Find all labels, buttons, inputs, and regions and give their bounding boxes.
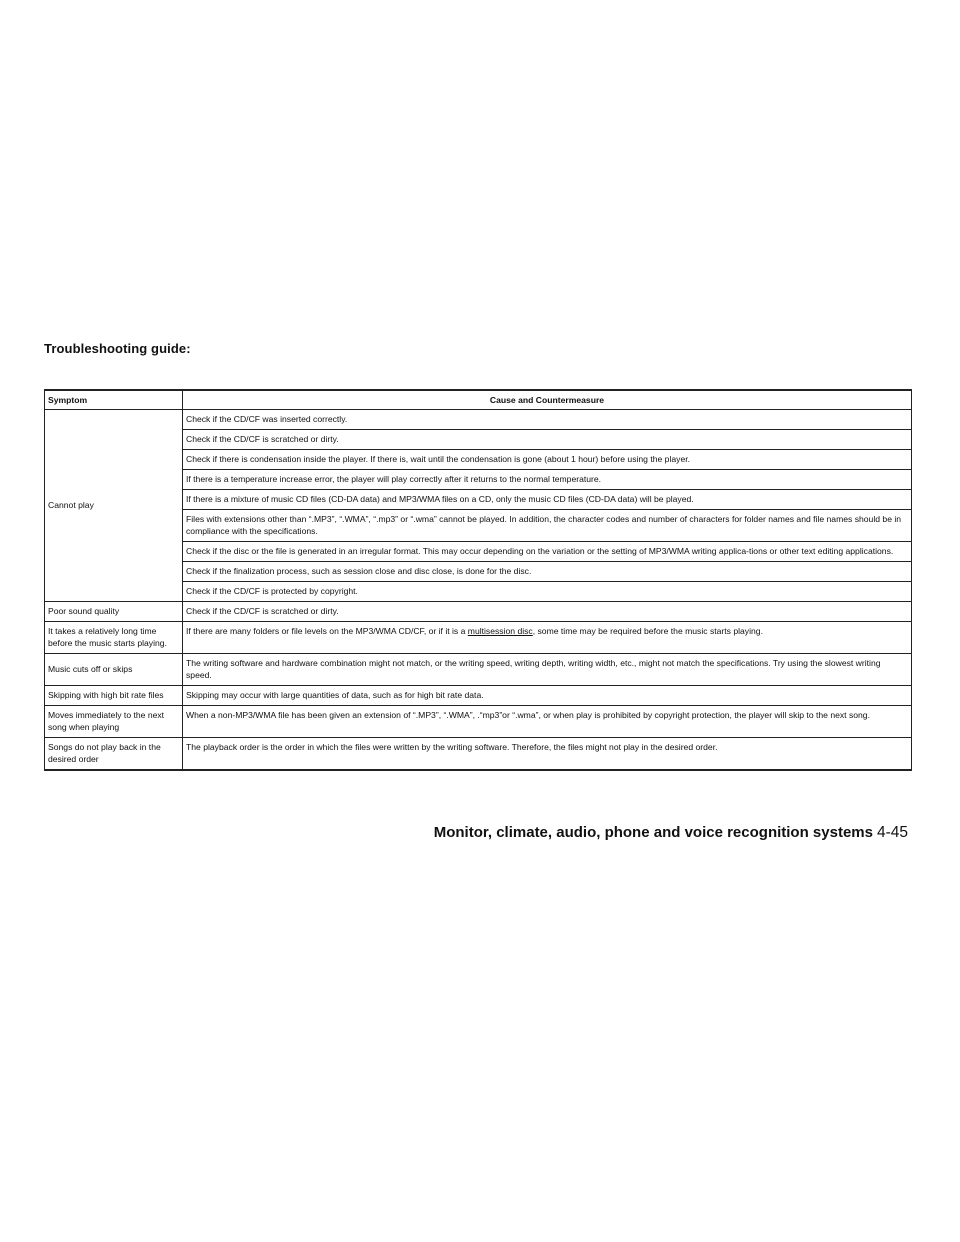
cause-cell: Check if the CD/CF is scratched or dirty.: [183, 430, 912, 450]
section-title: Troubleshooting guide:: [44, 341, 191, 356]
cause-cell: If there is a mixture of music CD files (CD-DA data) and MP3/WMA files on a CD, only the music CD files (CD-DA data) will be played.: [183, 490, 912, 510]
cause-text: If there are many folders or file levels on the MP3/WMA CD/CF, or if it is a: [186, 626, 468, 636]
table-row: [45, 686, 912, 706]
cause-cell: Check if the CD/CF was inserted correctly.: [183, 410, 912, 430]
cause-cell: The writing software and hardware combination might not match, or the writing speed, writing depth, writing width, etc., might not match the specifications. Try using the slowest writing speed.: [183, 654, 912, 686]
cause-cell: If there is a temperature increase error, the player will play correctly after it returns to the normal temperature.: [183, 470, 912, 490]
symptom-cell: Poor sound quality: [45, 602, 183, 622]
cause-cell: Check if the disc or the file is generated in an irregular format. This may occur depending on the variation or the setting of MP3/WMA writing applica-tions or other text editing applications.: [183, 542, 912, 562]
multisession-disc-link[interactable]: multisession disc: [467, 626, 533, 636]
table-header-row: [45, 390, 912, 410]
cause-cell: Check if the finalization process, such as session close and disc close, is done for the disc.: [183, 562, 912, 582]
table-row: [45, 706, 912, 738]
page-number: 4-45: [876, 824, 908, 841]
troubleshooting-table: [44, 389, 912, 771]
symptom-cell: It takes a relatively long time before the music starts playing.: [45, 622, 183, 654]
cause-cell: Check if the CD/CF is scratched or dirty.: [183, 602, 912, 622]
cause-cell: The playback order is the order in which the files were written by the writing software. Therefore, the files might not play in the desired order.: [183, 738, 912, 771]
table-row: [45, 738, 912, 771]
symptom-cell: Skipping with high bit rate files: [45, 686, 183, 706]
symptom-cell: Moves immediately to the next song when playing: [45, 706, 183, 738]
cause-cell: Files with extensions other than “.MP3”, “.WMA”, “.mp3” or “.wma” cannot be played. In addition, the character codes and number of characters for folder names and file names should be in compliance with the specifications.: [183, 510, 912, 542]
symptom-cell: Cannot play: [45, 410, 183, 602]
table-row: [45, 410, 912, 430]
cause-header: Cause and Countermeasure: [183, 390, 912, 410]
cause-cell: Skipping may occur with large quantities of data, such as for high bit rate data.: [183, 686, 912, 706]
page-footer: [434, 824, 908, 842]
cause-cell: When a non-MP3/WMA file has been given an extension of “.MP3”, “.WMA”, .“mp3”or “.wma”, or when play is prohibited by copyright protection, the player will skip to the next song.: [183, 706, 912, 738]
table-row: [45, 654, 912, 686]
cause-text: , some time may be required before the music starts playing.: [532, 626, 763, 636]
cause-cell: Check if there is condensation inside the player. If there is, wait until the condensation is gone (about 1 hour) before using the player.: [183, 450, 912, 470]
symptom-header: Symptom: [45, 390, 183, 410]
cause-cell: Check if the CD/CF is protected by copyright.: [183, 582, 912, 602]
symptom-cell: Music cuts off or skips: [45, 654, 183, 686]
table-row: [45, 602, 912, 622]
symptom-cell: Songs do not play back in the desired order: [45, 738, 183, 771]
cause-cell: [183, 622, 912, 654]
footer-section-title: Monitor, climate, audio, phone and voice recognition systems: [433, 824, 873, 841]
table-row: [45, 622, 912, 654]
